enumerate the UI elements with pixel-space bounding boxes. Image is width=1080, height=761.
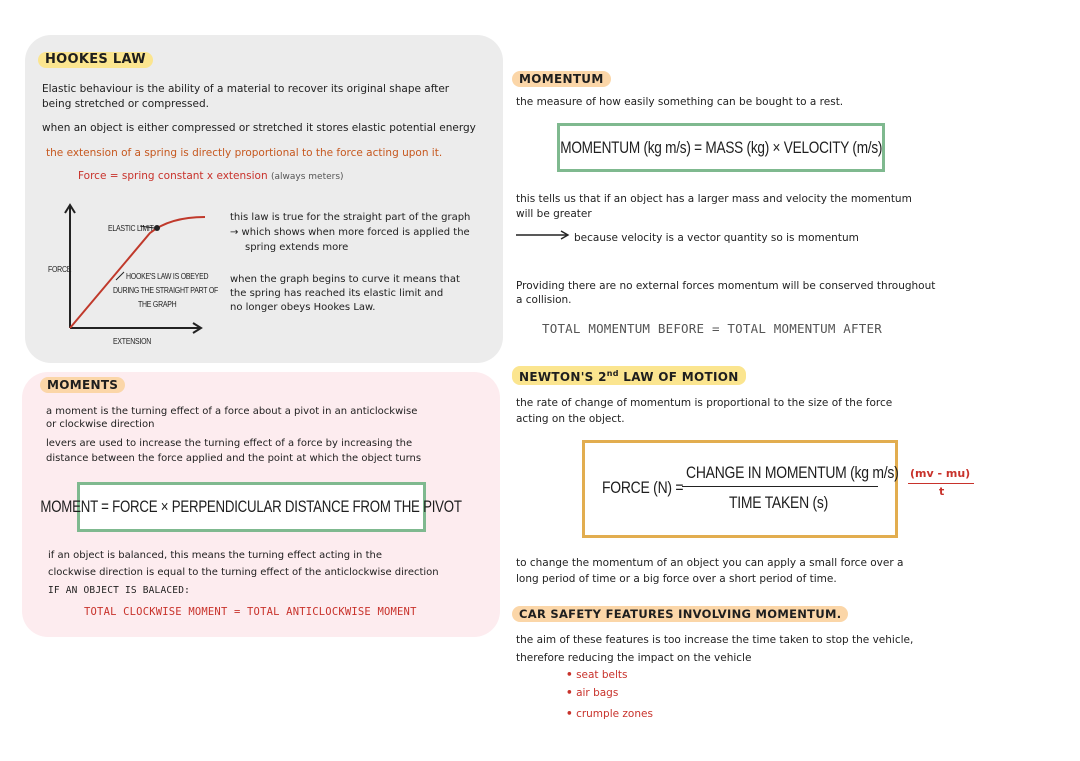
moments-p1-line1: a moment is the turning effect of a force about a pivot in an anticlockwise — [46, 406, 418, 417]
newton-side-numerator: (mv - mu) — [910, 467, 971, 480]
moments-p3-line2: clockwise direction is equal to the turning effect of the anticlockwise direction — [48, 567, 439, 578]
newton-fraction-bar — [682, 486, 878, 487]
graph-obeyed-line3: THE GRAPH — [138, 299, 177, 309]
graph-y-label: FORCE — [48, 264, 72, 274]
newton-side-fraction-bar — [908, 483, 974, 484]
moments-balanced-label: IF AN OBJECT IS BALACED: — [48, 585, 191, 596]
newtons-second-p2-line1: to change the momentum of an object you can apply a small force over a — [516, 557, 904, 569]
arrow-right-icon — [515, 229, 571, 241]
car-safety-heading: CAR SAFETY FEATURES INVOLVING MOMENTUM. — [512, 606, 848, 622]
graph-obeyed-line2: DURING THE STRAIGHT PART OF — [113, 285, 219, 295]
car-safety-list-item: • air bags — [566, 687, 619, 699]
momentum-p1-line1: this tells us that if an object has a larger mass and velocity the momentum — [516, 193, 912, 205]
moment-formula: MOMENT = FORCE × PERPENDICULAR DISTANCE FROM THE PIVOT — [40, 497, 463, 516]
moments-p2-line2: distance between the force applied and the point at which the object turns — [46, 453, 422, 464]
car-safety-p1-line2: therefore reducing the impact on the vehicle — [516, 652, 752, 664]
hookes-note1-line3: spring extends more — [245, 242, 349, 253]
hookes-law-p1-line1: Elastic behaviour is the ability of a material to recover its original shape after — [42, 83, 450, 95]
hookes-note1-line1: this law is true for the straight part of the graph — [230, 212, 471, 223]
moments-p3-line1: if an object is balanced, this means the turning effect acting in the — [48, 550, 382, 561]
moments-heading: MOMENTS — [40, 377, 125, 393]
moments-balanced-formula: TOTAL CLOCKWISE MOMENT = TOTAL ANTICLOCKWISE MOMENT — [84, 606, 417, 618]
hookes-note2-line2: the spring has reached its elastic limit and — [230, 288, 444, 299]
graph-obeyed-line1: HOOKE'S LAW IS OBEYED — [126, 271, 209, 281]
hookes-note2-line3: no longer obeys Hookes Law. — [230, 302, 376, 313]
momentum-definition: the measure of how easily something can be bought to a rest. — [516, 96, 844, 108]
momentum-p2-line1: Providing there are no external forces momentum will be conserved throughout — [516, 280, 936, 292]
newtons-second-heading: NEWTON'S 2nd LAW OF MOTION — [512, 366, 746, 385]
moment-formula-box — [40, 482, 463, 532]
momentum-conservation: TOTAL MOMENTUM BEFORE = TOTAL MOMENTUM AFTER — [542, 321, 882, 336]
car-safety-list-item: • seat belts — [566, 669, 628, 681]
moments-p2-line1: levers are used to increase the turning effect of a force by increasing the — [46, 438, 413, 449]
newton-formula-denominator: TIME TAKEN (s) — [729, 493, 829, 512]
car-safety-list-item: • crumple zones — [566, 708, 653, 720]
hookes-law-p3: the extension of a spring is directly proportional to the force acting upon it. — [46, 147, 443, 159]
moments-p1-line2: or clockwise direction — [46, 419, 155, 430]
hookes-note2-line1: when the graph begins to curve it means that — [230, 274, 460, 285]
graph-elastic-limit-label: ELASTIC LIMIT — [108, 223, 154, 233]
newtons-second-p2-line2: long period of time or a big force over a short period of time. — [516, 573, 837, 585]
graph-x-label: EXTENSION — [113, 336, 152, 346]
hookes-law-formula: Force = spring constant x extension — [78, 170, 268, 182]
newtons-second-p1-line1: the rate of change of momentum is proportional to the size of the force — [516, 397, 893, 409]
newtons-second-p1-line2: acting on the object. — [516, 413, 625, 425]
momentum-heading: MOMENTUM — [512, 71, 611, 87]
momentum-formula: MOMENTUM (kg m/s) = MASS (kg) × VELOCITY (m/s) — [560, 137, 882, 157]
hookes-law-heading: HOOKES LAW — [38, 52, 153, 68]
momentum-p1-line2: will be greater — [516, 208, 592, 220]
hookes-law-formula-note: (always meters) — [270, 172, 344, 182]
momentum-p2-line2: a collision. — [516, 294, 572, 306]
hookes-law-p1-line2: being stretched or compressed. — [42, 98, 209, 110]
hookes-law-formula-line — [78, 169, 344, 184]
newton-side-denominator: t — [939, 485, 945, 498]
car-safety-p1-line1: the aim of these features is too increase the time taken to stop the vehicle, — [516, 634, 914, 646]
hookes-note1-line2: → which shows when more forced is applied the — [230, 227, 470, 238]
newton-formula-numerator: CHANGE IN MOMENTUM (kg m/s) — [686, 463, 899, 482]
newton-formula-lhs: FORCE (N) = — [602, 478, 684, 497]
momentum-formula-box — [557, 123, 885, 172]
momentum-p1-arrow-text: because velocity is a vector quantity so is momentum — [574, 232, 859, 244]
hookes-law-p2: when an object is either compressed or stretched it stores elastic potential energy — [42, 122, 476, 134]
